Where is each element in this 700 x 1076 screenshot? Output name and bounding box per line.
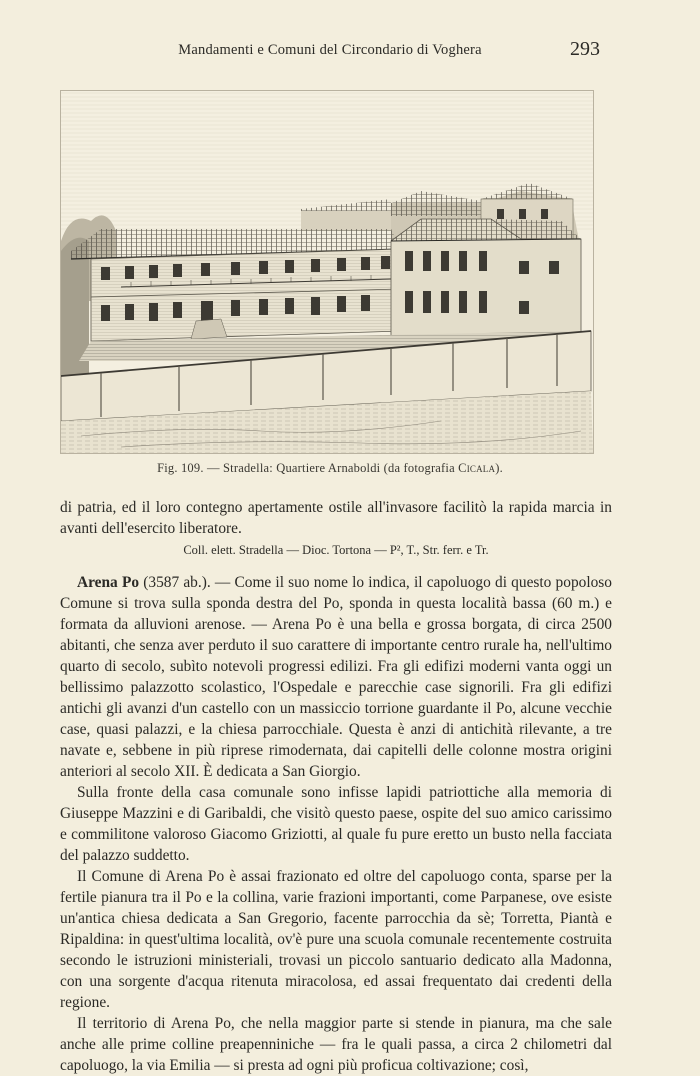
lapidi-paragraph: Sulla fronte della casa comunale sono infisse lapidi patriottiche alla memoria di Giuseppe Mazzini e di Garibaldi, che visitò questo paese, ospite del suo amico carissimo e commilitone valoroso Giacomo Griziotti, al quale fu pure eretto un busto nella facciata del palazzo suddetto.: [60, 784, 612, 864]
intro-paragraph: di patria, ed il loro contegno apertamente ostile all'invasore facilitò la rapida marcia in avanti dell'esercito liberatore.: [60, 499, 612, 537]
caption-photographer: Cicala: [458, 461, 496, 475]
figure-caption: [60, 461, 600, 476]
arena-po-text: (3587 ab.). — Come il suo nome lo indica, il capoluogo di questo popoloso Comune si trova sulla sponda destra del Po, sponda in questa località bassa (60 m.) e formata da alluvioni arenose. — Arena Po è una bella e grossa borgata, di circa 2500 abitanti, che senza aver perduto il suo carattere di importante centro rurale ha, nell'ultimo quarto di secolo, subìto notevoli progressi edilizi. Fra gli edifizi moderni vanta oggi un bellissimo palazzotto scolastico, l'Ospedale e parecchie case signorili. Fra gli edifizi antichi gli avanzi d'un castello con un massiccio torrione guardante il Po, alcune vecchie case, quasi palazzi, e la chiesa parrocchiale. Questa è anzi di antichità rilevante, a tre navate e, sebbene in più riprese rimodernata, dai capitelli delle colonne mostra origini anteriori al secolo XII. È dedicata a San Giorgio.: [60, 574, 612, 780]
comune-paragraph: Il Comune di Arena Po è assai frazionato ed oltre del capoluogo conta, sparse per la fertile pianura tra il Po e la collina, varie frazioni importanti, come Parpanese, ove esiste un'antica chiesa dedicata a San Gregorio, facente parrocchia da sè; Torretta, Piantà e Ripaldina: in quest'ultima località, ov'è pure una scuola comunale recentemente costruita secondo le istruzioni ministeriali, trovasi un piccolo santuario dedicato alla Madonna, con una sorgente d'acqua ritenuta miracolosa, ed assai frequentato dai credenti della regione.: [60, 868, 612, 1011]
caption-suffix: ).: [495, 461, 503, 475]
page-header: [60, 38, 600, 60]
caption-prefix: Fig. 109. — Stradella: Quartiere Arnaboldi (da fotografia: [157, 461, 459, 475]
page-number: 293: [570, 38, 600, 60]
arena-po-heading: Arena Po: [77, 574, 140, 591]
building-illustration: [61, 91, 593, 453]
territorio-paragraph: Il territorio di Arena Po, che nella maggior parte si stende in pianura, ma che sale anche alle prime colline preapenniniche — fra le quali passa, a circa 2 chilometri dal capoluogo, la via Emilia — si presta ad ogni più proficua coltivazione; così,: [60, 1015, 612, 1074]
figure-engraving: [60, 90, 594, 454]
body-text: [60, 497, 612, 1076]
coll-elett-line: Coll. elett. Stradella — Dioc. Tortona — P², T., Str. ferr. e Tr.: [183, 543, 489, 557]
running-title: Mandamenti e Comuni del Circondario di Voghera: [178, 42, 482, 58]
arena-po-paragraph: [60, 572, 612, 782]
